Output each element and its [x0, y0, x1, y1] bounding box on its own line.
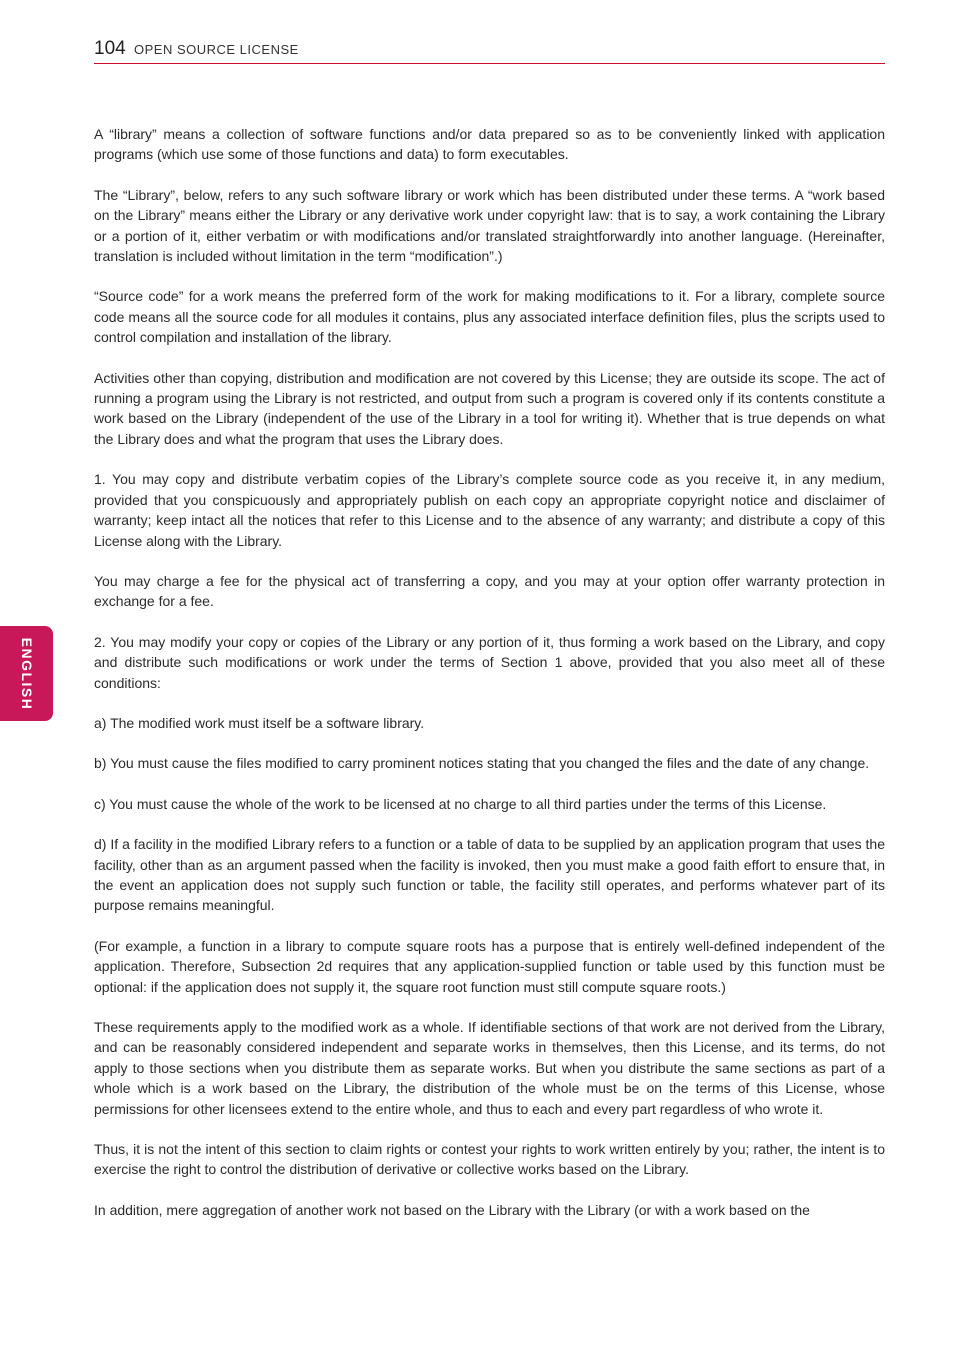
- paragraph-fee: You may charge a fee for the physical act of transferring a copy, and you may at your option offer warranty protection in exchange for a fee.: [94, 572, 885, 610]
- page-header: [94, 38, 885, 64]
- paragraph-section-2: 2. You may modify your copy or copies of the Library or any portion of it, thus forming a work based on the Library, and copy and distribute such modifications or work under the terms of Section 1 above, provided that you also meet all of these conditions:: [94, 633, 885, 691]
- paragraph-library-definition: A “library” means a collection of software functions and/or data prepared so as to be conveniently linked with application programs (which use some of those functions and data) to form executables.: [94, 126, 885, 163]
- paragraph-condition-c: c) You must cause the whole of the work to be licensed at no charge to all third parties under the terms of this License.: [94, 795, 827, 812]
- paragraph-section-1: 1. You may copy and distribute verbatim copies of the Library’s complete source code as you receive it, in any medium, provided that you conspicuously and appropriately publish on each copy an appropriate copyright notice and disclaimer of warranty; keep intact all the notices that refer to this License and to the absence of any warranty; and distribute a copy of this License along with the Library.: [94, 471, 885, 549]
- paragraph-activities: Activities other than copying, distribution and modification are not covered by this License; they are outside its scope. The act of running a program using the Library is not restricted, and output from such a program is covered only if its contents constitute a work based on the Library (independent of the use of the Library in a tool for writing it). Whether that is true depends on what the Library does and what the program that uses the Library does.: [94, 369, 885, 447]
- page-number: 104: [94, 38, 126, 59]
- paragraph-library-term: The “Library”, below, refers to any such software library or work which has been distributed under these terms. A “work based on the Library” means either the Library or any derivative work under copyright law: that is to say, a work containing the Library or a portion of it, either verbatim or with modifications and/or translated straightforwardly into another language. (Hereinafter, translation is included without limitation in the term “modification”.): [94, 186, 885, 265]
- section-title: OPEN SOURCE LICENSE: [134, 42, 299, 57]
- paragraph-intent: Thus, it is not the intent of this section to claim rights or contest your rights to work written entirely by you; rather, the intent is to exercise the right to control the distribution of derivative or collective works based on the Library.: [94, 1141, 885, 1178]
- paragraph-example: (For example, a function in a library to compute square roots has a purpose that is entirely well-defined independent of the application. Therefore, Subsection 2d requires that any application-supplied function or table used by this function must be optional: if the application does not supply it, the square root function must still compute square roots.): [94, 937, 885, 995]
- license-body: [94, 124, 885, 1240]
- language-tab-label: ENGLISH: [18, 637, 35, 710]
- paragraph-aggregation: In addition, mere aggregation of another work not based on the Library with the Library (or with a work based on the: [94, 1201, 810, 1218]
- paragraph-source-code: “Source code” for a work means the preferred form of the work for making modifications to it. For a library, complete source code means all the source code for all modules it contains, plus any associated interface definition files, plus the scripts used to control compilation and installation of the library.: [94, 288, 885, 346]
- paragraph-condition-a: a) The modified work must itself be a software library.: [94, 714, 425, 731]
- paragraph-requirements: These requirements apply to the modified work as a whole. If identifiable sections of that work are not derived from the Library, and can be reasonably considered independent and separate works in themselves, then this License, and its terms, do not apply to those sections when you distribute them as separate works. But when you distribute the same sections as part of a whole which is a work based on the Library, the distribution of the whole must be on the terms of this License, whose permissions for other licensees extend to the entire whole, and thus to each and every part regardless of who wrote it.: [94, 1019, 885, 1117]
- language-tab: [0, 626, 53, 721]
- paragraph-condition-b: b) You must cause the files modified to carry prominent notices stating that you changed the files and the date of any change.: [94, 755, 870, 772]
- paragraph-condition-d: d) If a facility in the modified Library refers to a function or a table of data to be supplied by an application program that uses the facility, other than as an argument passed when the facility is invoked, then you must make a good faith effort to ensure that, in the event an application does not supply such function or table, the facility still operates, and performs whatever part of its purpose remains meaningful.: [94, 836, 885, 914]
